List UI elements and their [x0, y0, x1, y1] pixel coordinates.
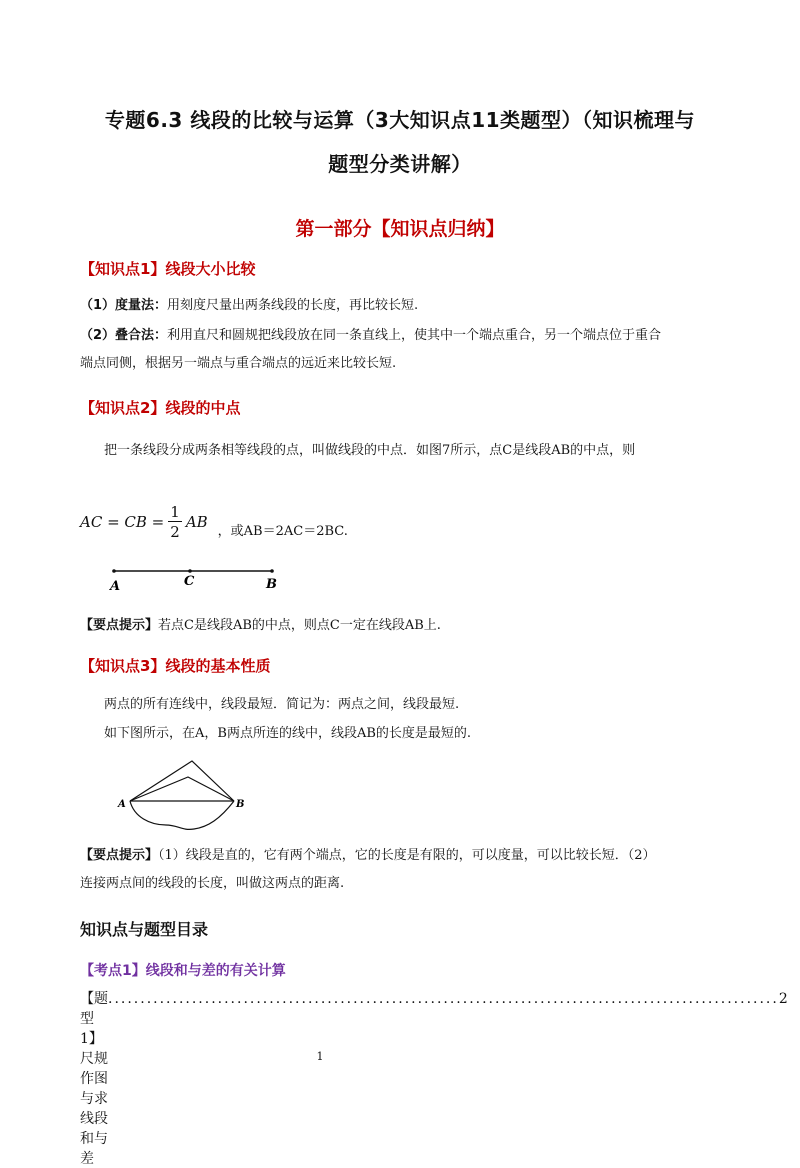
formula-tail: ，或AB＝2AC＝2BC. [217, 523, 348, 539]
kp3-tip-text1: （1）线段是直的，它有两个端点，它的长度是有限的，可以度量，可以比较长短．（2） [158, 848, 656, 863]
formula-right: AB [185, 513, 208, 531]
curved-path [130, 801, 234, 829]
page-title-line2: 题型分类讲解） [328, 152, 472, 176]
page-number: 1 [316, 1050, 324, 1063]
formula-denominator: 2 [170, 522, 180, 541]
formula-fraction [168, 503, 182, 542]
label-b: B [266, 577, 277, 592]
kp2-heading: 【知识点2】线段的中点 [80, 399, 241, 417]
formula-left: AC = CB = [80, 513, 165, 531]
broken-path-1 [130, 777, 234, 801]
kp1-item1 [80, 292, 730, 320]
kp2-text: 把一条线段分成两条相等线段的点，叫做线段的中点．如图7所示，点C是线段AB的中点，则 [104, 443, 636, 458]
kp2-tip-text: 若点C是线段AB的中点，则点C一定在线段AB上. [158, 618, 441, 633]
kp3-line2: 如下图所示，在A，B两点所连的线中，线段AB的长度是最短的. [104, 726, 472, 741]
toc-heading: 知识点与题型目录 [80, 920, 209, 939]
kp2-tip [80, 612, 730, 640]
toc-kd1: 【考点1】线段和与差的有关计算 [80, 963, 286, 979]
kp1-item2 [80, 322, 730, 378]
toc-row-label: 【题型1】尺规作图与求线段和与差 [80, 991, 108, 1167]
point-c [188, 569, 192, 573]
formula-numerator: 1 [170, 502, 180, 521]
toc-row-page: 2 [778, 991, 788, 1007]
kp1-item1-label: （1）度量法： [80, 298, 168, 313]
label-c: C [184, 574, 195, 589]
kp1-item2-text: 利用直尺和圆规把线段放在同一条直线上，使其中一个端点重合，另一个端点位于重合 [167, 328, 662, 343]
part1-title: 第一部分【知识点归纳】 [295, 218, 505, 240]
label-a: A [118, 799, 126, 810]
page-title-line1: 专题6.3 线段的比较与运算（3大知识点11类题型）（知识梳理与 [104, 108, 696, 132]
toc-row[interactable] [80, 988, 788, 1168]
kp1-heading: 【知识点1】线段大小比较 [80, 260, 256, 278]
kp3-heading: 【知识点3】线段的基本性质 [80, 657, 271, 675]
segment-ab-figure [100, 560, 300, 596]
kp1-item2-text-cont: 端点同侧，根据另一端点与重合端点的远近来比较长短. [80, 356, 397, 371]
shortest-path-figure [110, 755, 250, 835]
kp3-tip-text2: 连接两点间的线段的长度，叫做这两点的距离. [80, 876, 345, 891]
kp1-item1-text: 用刻度尺量出两条线段的长度，再比较长短. [167, 298, 419, 313]
point-b [270, 569, 274, 573]
label-b: B [236, 799, 245, 810]
point-a [112, 569, 116, 573]
kp3-tip [80, 842, 730, 898]
label-a: A [110, 579, 121, 594]
toc-row-leader: ........................................................................................................ [108, 991, 779, 1007]
kp2-tip-label: 【要点提示】 [80, 618, 159, 633]
midpoint-formula [80, 498, 348, 546]
kp3-line1: 两点的所有连线中，线段最短．简记为：两点之间，线段最短. [104, 697, 460, 712]
kp1-item2-label: （2）叠合法： [80, 328, 168, 343]
kp3-tip-label: 【要点提示】 [80, 848, 159, 863]
